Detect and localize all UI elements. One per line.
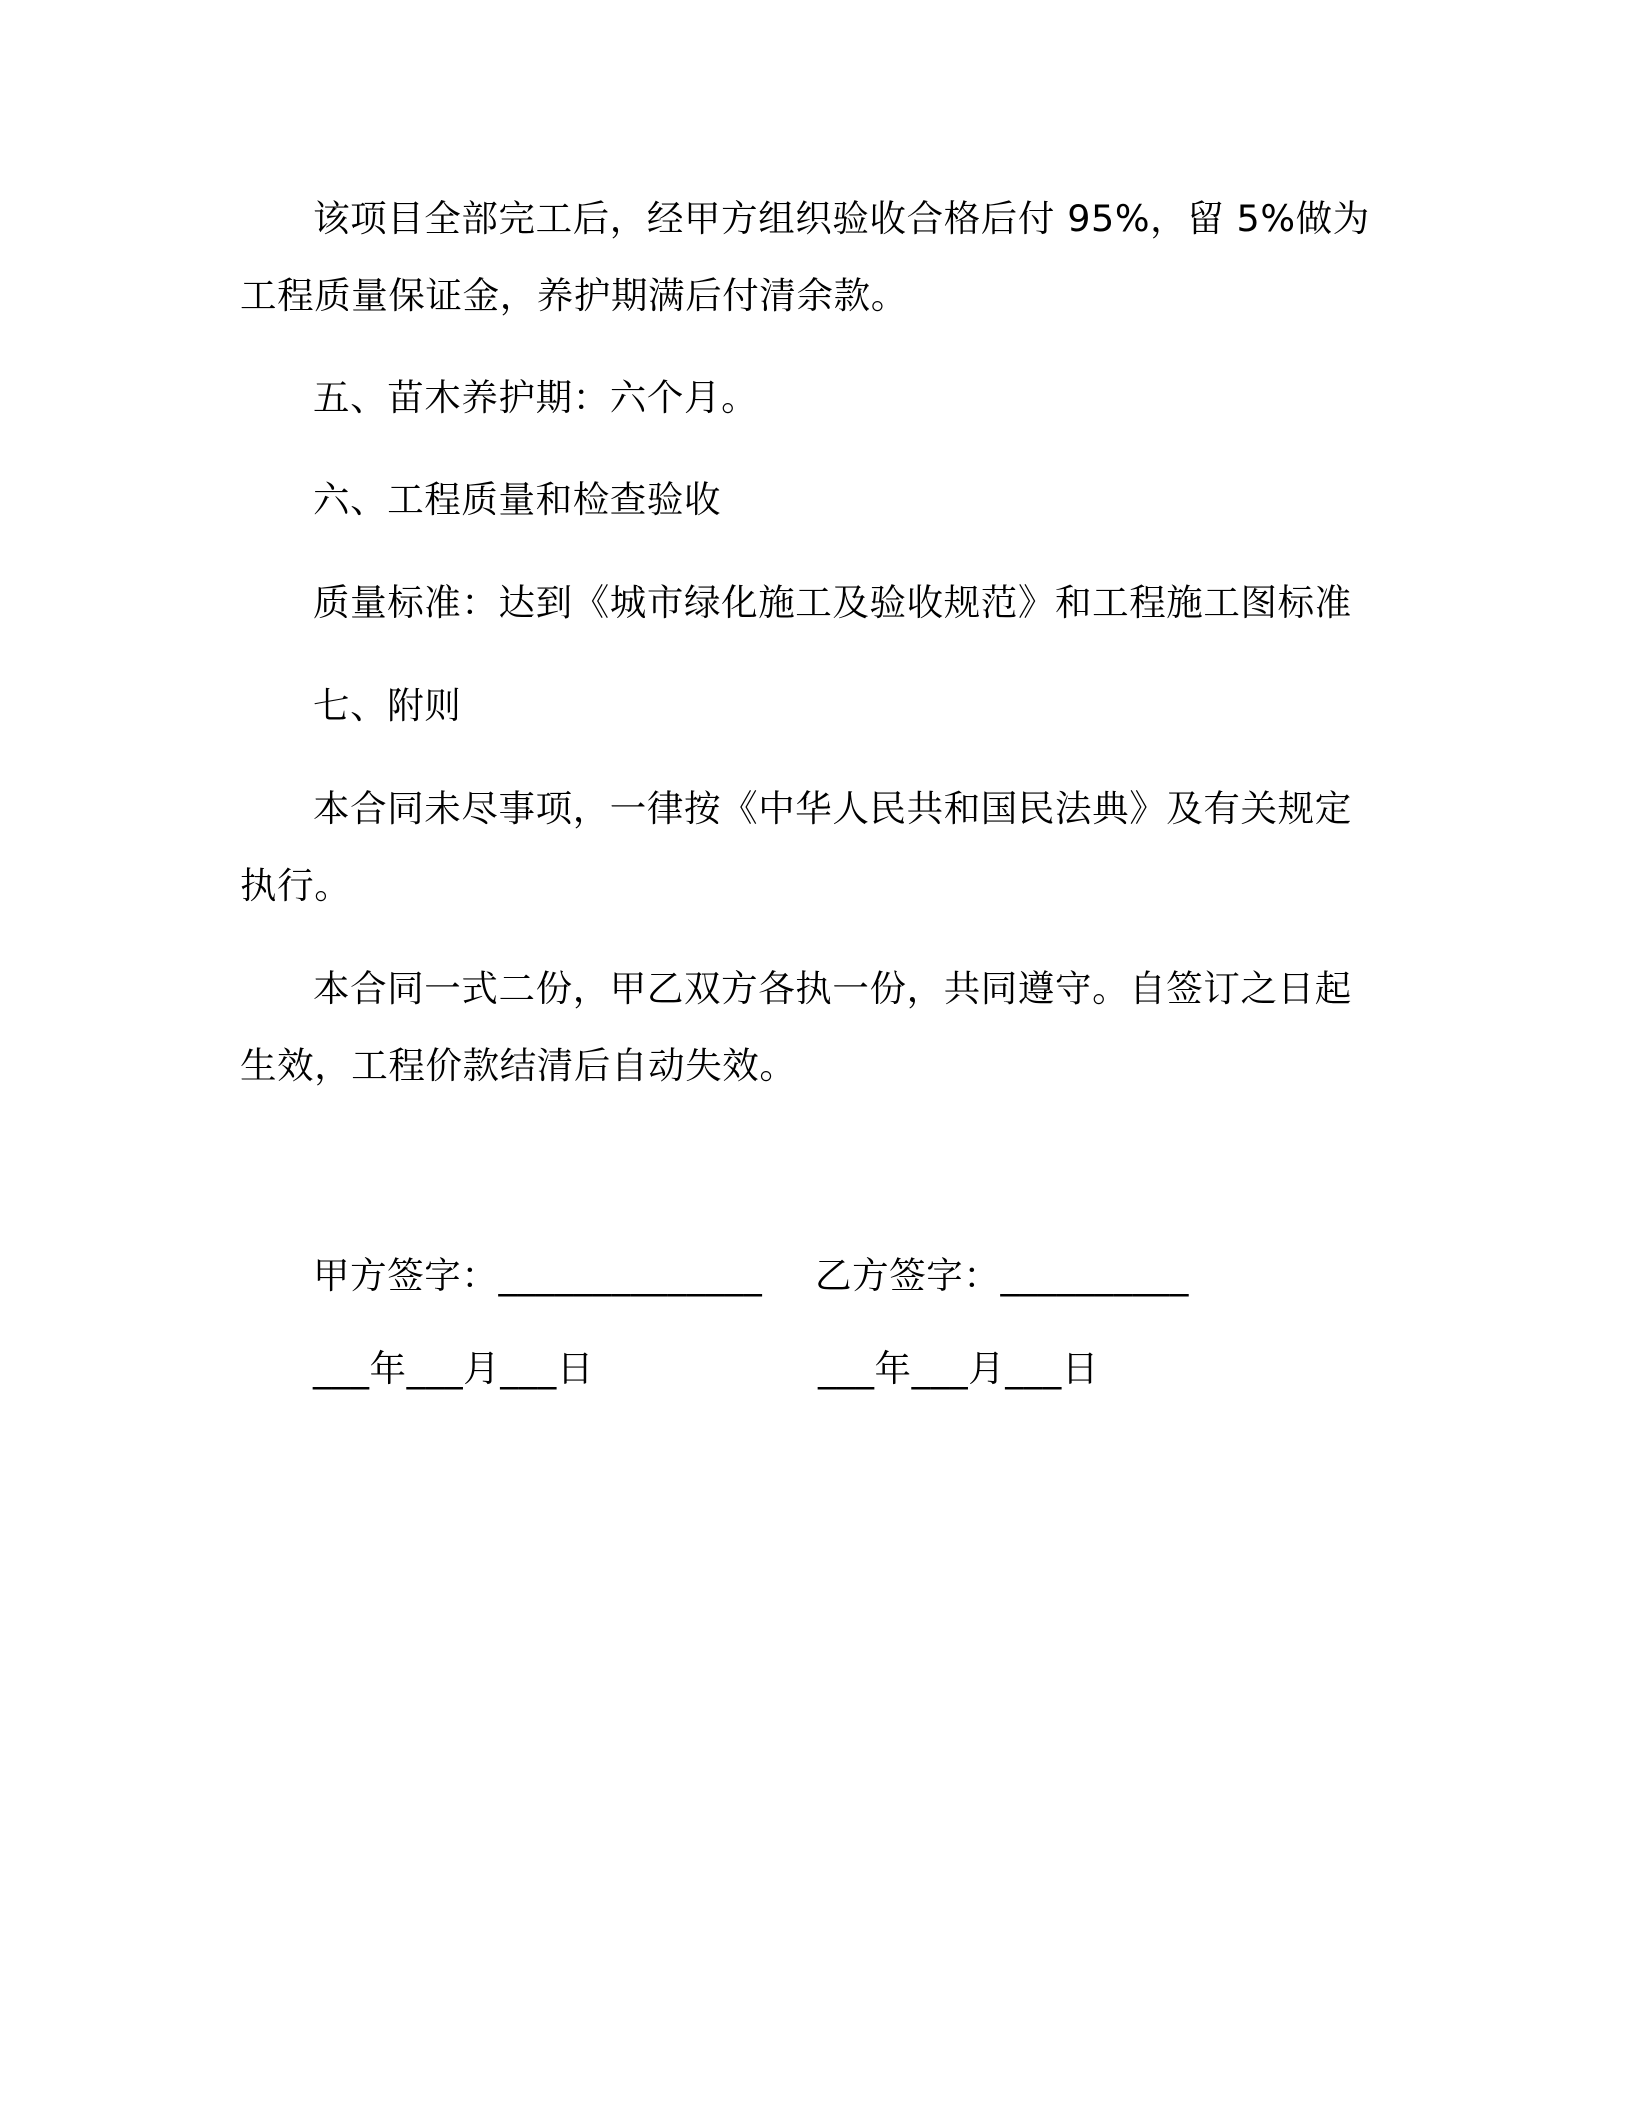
- paragraph-line: 该项目全部完工后，经甲方组织验收合格后付 95%，留 5%做为: [313, 197, 1370, 240]
- paragraph-line: 执行。: [240, 864, 352, 907]
- paragraph-line: 生效，工程价款结清后自动失效。: [240, 1044, 797, 1087]
- party-b-date-line: ___年___月___日: [818, 1347, 1099, 1390]
- paragraph-copies-and-validity: [240, 950, 1352, 1104]
- paragraph-line: 七、附则: [313, 684, 462, 727]
- party-b-signature-line: 乙方签字：__________: [815, 1254, 1189, 1297]
- paragraph-payment-terms: [240, 180, 1370, 334]
- paragraph-quality-standard: [240, 564, 1352, 641]
- section-heading-maintenance-period: [240, 359, 1352, 436]
- paragraph-unresolved-matters: [240, 770, 1352, 924]
- section-heading-quality-inspection: [240, 461, 1352, 538]
- paragraph-line: 质量标准：达到《城市绿化施工及验收规范》和工程施工图标准: [313, 581, 1352, 624]
- paragraph-line: 六、工程质量和检查验收: [313, 478, 722, 521]
- section-heading-supplementary: [240, 667, 1352, 744]
- party-a-signature-line: 甲方签字：______________: [313, 1254, 763, 1297]
- paragraph-line: 工程质量保证金，养护期满后付清余款。: [240, 274, 908, 317]
- paragraph-line: 本合同一式二份，甲乙双方各执一份，共同遵守。自签订之日起: [313, 967, 1352, 1010]
- paragraph-line: 本合同未尽事项，一律按《中华人民共和国民法典》及有关规定: [313, 787, 1352, 830]
- party-a-date-line: ___年___月___日: [313, 1347, 594, 1390]
- paragraph-line: 五、苗木养护期：六个月。: [313, 376, 759, 419]
